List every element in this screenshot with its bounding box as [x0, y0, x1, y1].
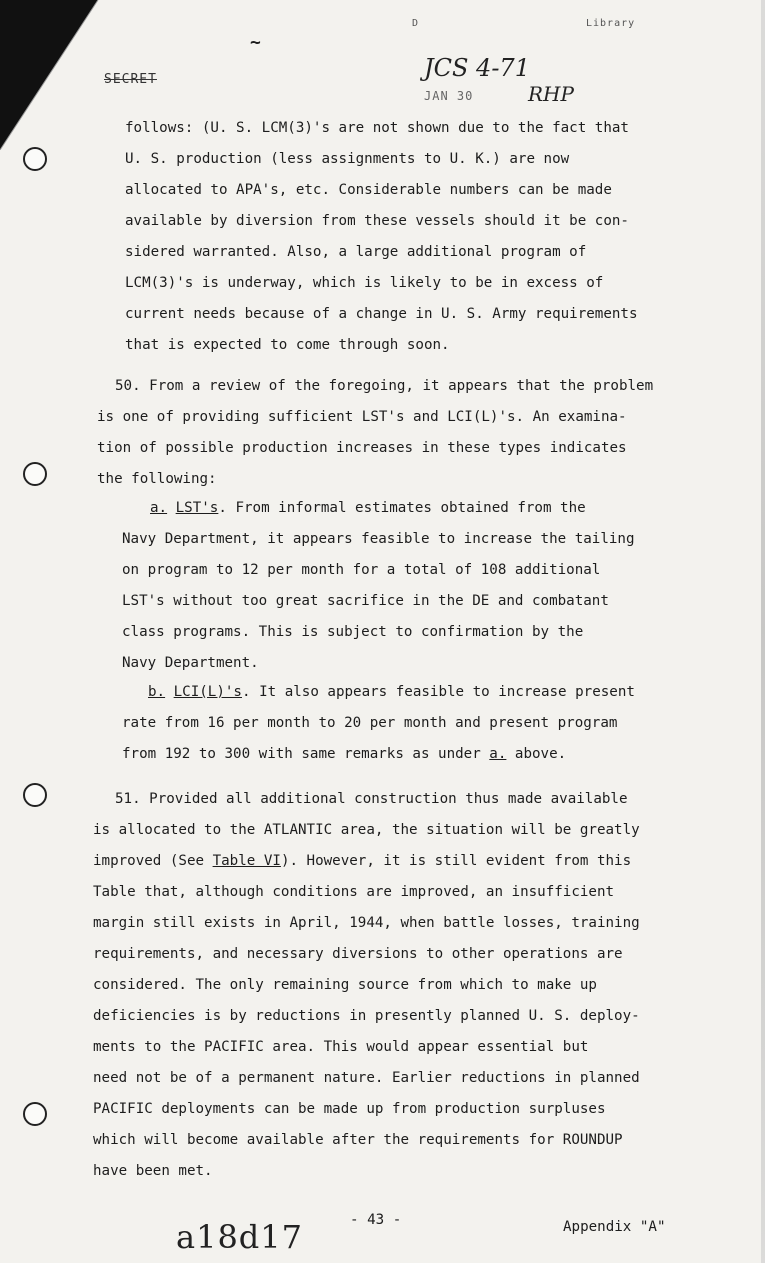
text-line: on program to 12 per month for a total of 108 additional — [122, 562, 601, 578]
text-line: is one of providing sufficient LST's and LCI(L)'s. An examina- — [97, 409, 627, 425]
punch-hole — [23, 462, 47, 486]
header-stamp-right: Library — [586, 18, 636, 29]
paragraph-50 — [97, 371, 653, 495]
text-line: Navy Department, it appears feasible to increase the tailing — [122, 531, 635, 547]
sub-title: LST's — [175, 500, 219, 516]
text-line: PACIFIC deployments can be made up from production surpluses — [93, 1101, 606, 1117]
text-line: deficiencies is by reductions in presently planned U. S. deploy- — [93, 1008, 640, 1024]
text-line: ments to the PACIFIC area. This would appear essential but — [93, 1039, 589, 1055]
right-edge-shadow — [761, 0, 765, 1263]
text-line: available by diversion from these vessels should it be con- — [125, 213, 629, 229]
text-line: have been met. — [93, 1163, 213, 1179]
text-line: Navy Department. — [122, 655, 259, 671]
text-line: which will become available after the requirements for ROUNDUP — [93, 1132, 623, 1148]
text-line: tion of possible production increases in these types indicates — [97, 440, 627, 456]
subparagraph-a — [122, 493, 635, 679]
text-line: LCM(3)'s is underway, which is likely to be in excess of — [125, 275, 604, 291]
text-line: need not be of a permanent nature. Earlier reductions in planned — [93, 1070, 640, 1086]
handwritten-document-id: a18d17 — [176, 1218, 303, 1256]
text-line: follows: (U. S. LCM(3)'s are not shown due to the fact that — [125, 120, 629, 136]
appendix-label: Appendix "A" — [563, 1219, 666, 1235]
text-line: is allocated to the ATLANTIC area, the situation will be greatly — [93, 822, 640, 838]
text-line: sidered warranted. Also, a large additional program of — [125, 244, 587, 260]
sub-label: b. — [148, 684, 166, 700]
text-line: LST's without too great sacrifice in the DE and combatant — [122, 593, 609, 609]
text-line: the following: — [97, 471, 217, 487]
text-line: current needs because of a change in U. S. Army requirements — [125, 306, 638, 322]
punch-hole — [23, 147, 47, 171]
ink-mark: ~ — [250, 32, 261, 53]
text-line: b. LCI(L)'s. It also appears feasible to increase present — [148, 684, 635, 700]
text-line: Table that, although conditions are improved, an insufficient — [93, 884, 615, 900]
text-line: improved (See Table VI). However, it is still evident from this — [93, 853, 632, 869]
text-line: 51. Provided all additional construction thus made available — [115, 791, 628, 807]
header-stamp-left: D — [412, 18, 420, 29]
text-line: rate from 16 per month to 20 per month and present program — [122, 715, 618, 731]
handwritten-initials: RHP — [528, 82, 574, 106]
received-stamp: JAN 30 — [424, 89, 474, 103]
text-line: a. LST's. From informal estimates obtained from the — [150, 500, 586, 516]
text-line: class programs. This is subject to confirmation by the — [122, 624, 584, 640]
punch-hole — [23, 1102, 47, 1126]
page-corner-fold — [0, 0, 110, 150]
table-reference: Table VI — [212, 853, 281, 869]
text-line: that is expected to come through soon. — [125, 337, 450, 353]
subparagraph-b — [122, 677, 635, 770]
sub-label: a. — [150, 500, 168, 516]
text-line: margin still exists in April, 1944, when battle losses, training — [93, 915, 640, 931]
text-line: 50. From a review of the foregoing, it appears that the problem — [115, 378, 654, 394]
text-line: considered. The only remaining source from which to make up — [93, 977, 597, 993]
sub-title: LCI(L)'s — [173, 684, 242, 700]
text-line: requirements, and necessary diversions to other operations are — [93, 946, 623, 962]
paragraph-49-continuation — [125, 113, 638, 361]
classification-stamp: SECRET — [104, 72, 157, 87]
paragraph-51 — [93, 784, 640, 1187]
text-line: U. S. production (less assignments to U. K.) are now — [125, 151, 570, 167]
page-number: - 43 - — [350, 1212, 402, 1228]
text-line: from 192 to 300 with same remarks as under a. above. — [122, 746, 567, 762]
cross-reference: a. — [489, 746, 507, 762]
punch-hole — [23, 783, 47, 807]
handwritten-reference: JCS 4-71 — [424, 54, 530, 82]
text-line: allocated to APA's, etc. Considerable numbers can be made — [125, 182, 612, 198]
